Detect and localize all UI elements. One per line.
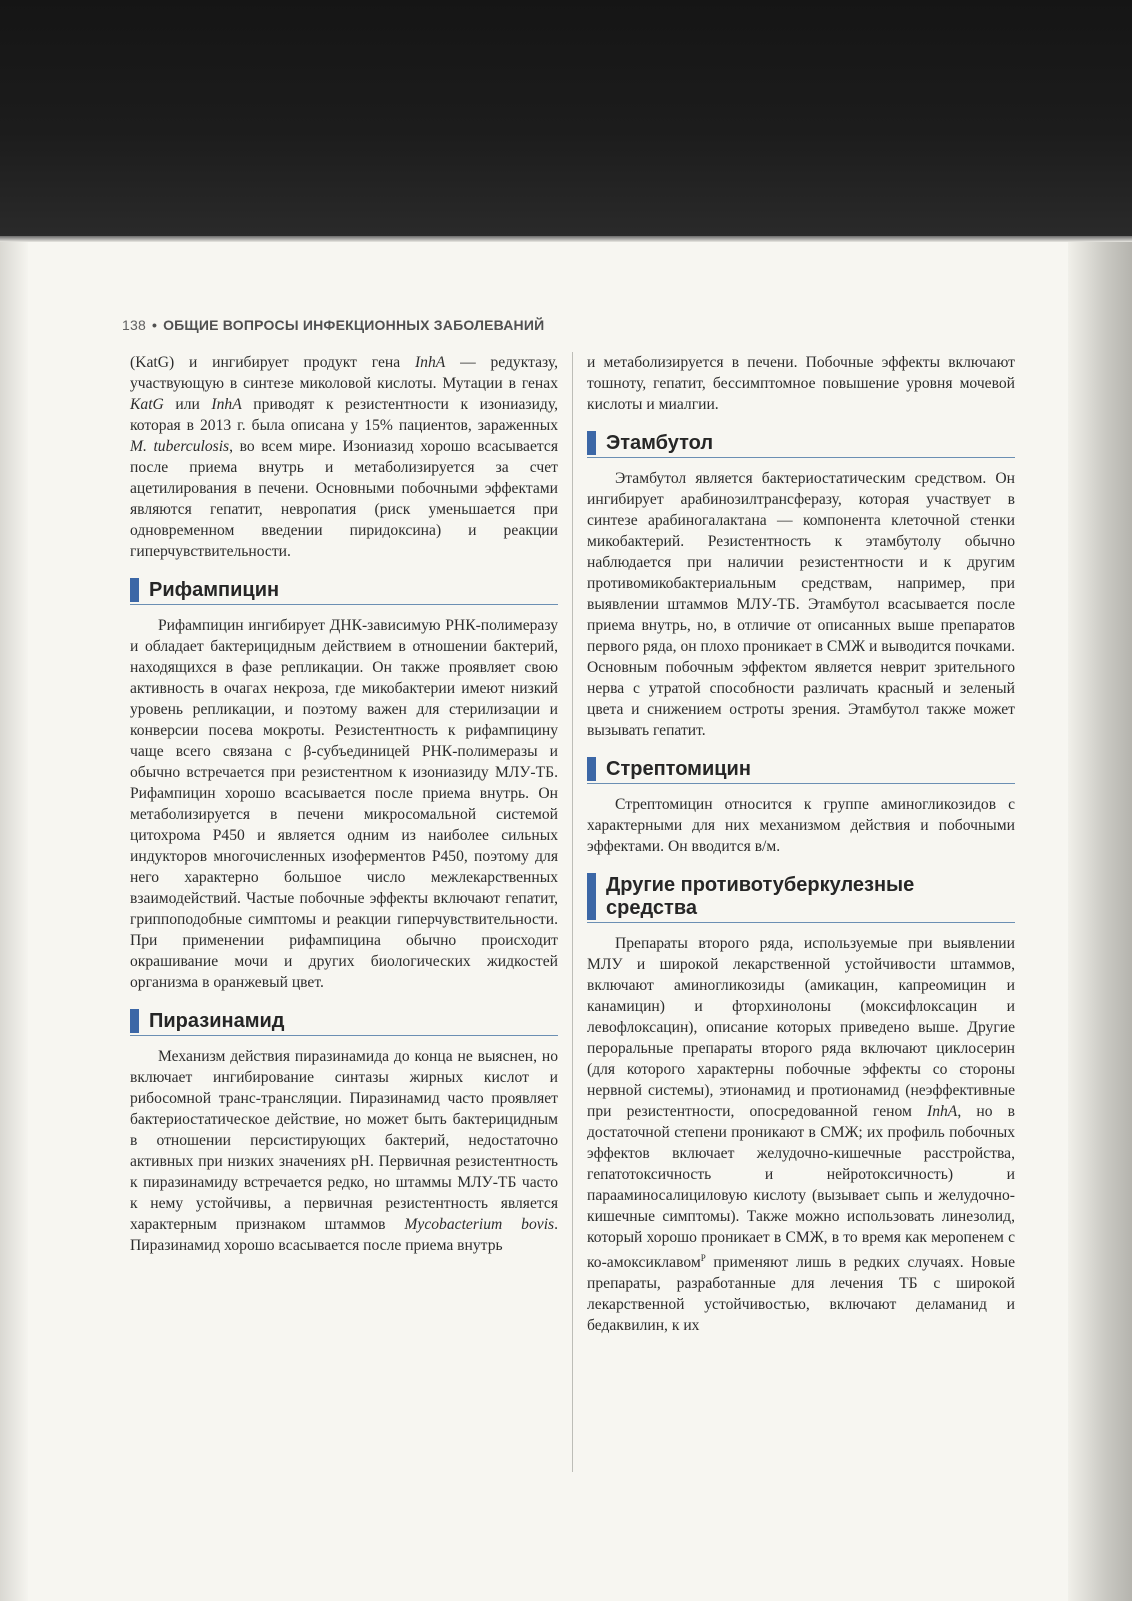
running-header [122, 317, 1052, 339]
column-divider [572, 352, 573, 1472]
isoniazid-continued-paragraph: (KatG) и ингибирует продукт гена InhA — редуктазу, участвующую в синтезе миколовой кислоты. Мутации в генах KatG или InhA приводят к резистентности к изониазиду, которая в 2013 г. была описана у 15% пациентов, зараженных M. tuberculosis, во всем мире. Изониазид хорошо всасывается после приема внутрь и метаболизируется за счет ацетилирования в печени. Основными побочными эффектами являются гепатит, невропатия (риск уменьшается при одновременном введении пиридоксина) и реакции гиперчувствительности. [130, 354, 558, 560]
section-title: ОБЩИЕ ВОПРОСЫ ИНФЕКЦИОННЫХ ЗАБОЛЕВАНИЙ [163, 317, 545, 333]
streptomycin-paragraph: Стрептомицин относится к группе аминогликозидов с характерными для них механизмом действия и побочными эффектами. Он вводится в/м. [587, 796, 1015, 855]
right-column [587, 352, 1015, 1336]
rifampicin-heading-text: Рифампицин [149, 579, 280, 601]
heading-marker [587, 873, 596, 920]
rifampicin-paragraph: Рифампицин ингибирует ДНК-зависимую РНК-полимеразу и обладает бактерицидным действием в отношении бактерий, находящихся в фазе репликации. Он также проявляет свою активность в очагах некроза, где микобактерии имеют низкий уровень репликации, и поэтому важен для стерилизации и конверсии посева мокроты. Резистентность к рифампицину чаще всего связана с β-субъединицей РНК-полимеразы и обычно встречается при резистентном к изониазиду МЛУ-ТБ. Рифампицин хорошо всасывается после приема внутрь. Он метаболизируется в печени микросомальной системой цитохрома Р450 и является одним из наиболее сильных индукторов многочисленных изоферментов Р450, поэтому для него характерно большое число межлекарственных взаимодействий. Частые побочные эффекты включают гепатит, гриппоподобные симптомы и реакции гиперчувствительности. При применении рифампицина обычно происходит окрашивание мочи и других биологических жидкостей организма в оранжевый цвет. [130, 617, 558, 991]
ethambutol-paragraph: Этамбутол является бактериостатическим средством. Он ингибирует арабинозилтрансферазу, которая участвует в синтезе арабиногалактана — компонента клеточной стенки микобактерий. Резистентность к этамбутолу обычно наблюдается при наличии резистентности и к другим противомикобактериальным средствам, например, при выявлении штаммов МЛУ-ТБ. Этамбутол всасывается после приема внутрь, но, в отличие от описанных выше препаратов первого ряда, он плохо проникает в СМЖ и выводится почками. Основным побочным эффектом является неврит зрительного нерва с утратой способности различать красный и зеленый цвета и снижением остроты зрения. Этамбутол также может вызывать гепатит. [587, 470, 1015, 739]
other-drugs-heading-text: Другие противотуберкулезные средства [606, 874, 915, 919]
page-top-edge [0, 236, 1132, 242]
ethambutol-heading-text: Этамбутол [606, 432, 714, 454]
pyrazinamide-heading-text: Пиразинамид [149, 1010, 285, 1032]
ethambutol-heading [587, 431, 1015, 458]
header-separator: • [151, 317, 158, 333]
other-drugs-heading [587, 873, 1015, 923]
rifampicin-heading [130, 578, 558, 605]
pyrazinamide-continued-paragraph: и метаболизируется в печени. Побочные эффекты включают тошноту, гепатит, бессимптомное повышение уровня мочевой кислоты и миалгии. [587, 354, 1015, 413]
other-drugs-paragraph: Препараты второго ряда, используемые при выявлении МЛУ и широкой лекарственной устойчивости штаммов, включают аминогликозиды (амикацин, капреомицин и канамицин) и фторхинолоны (моксифлоксацин и левофлоксацин), описание которых приведено выше. Другие пероральные препараты второго ряда включают циклосерин (для которого характерны побочные эффекты со стороны нервной системы), этионамид и протионамид (неэффективные при резистентности, опосредованной геном InhA, но в достаточной степени проникают в СМЖ; их профиль побочных эффектов включает желудочно-кишечные расстройства, гепатотоксичность и нейротоксичность) и парааминосалициловую кислоту (вызывает сыпь и желудочно-кишечные симптомы). Также можно использовать линезолид, который хорошо проникает в СМЖ, в то время как меропенем с ко-амоксиклавом$^Р$ применяют лишь в редких случаях. Новые препараты, разработанные для лечения ТБ с широкой лекарственной устойчивостью, включают деламанид и бедаквилин, к их [587, 935, 1015, 1335]
streptomycin-heading [587, 757, 1015, 784]
page-left-shadow [0, 240, 28, 1601]
heading-marker [587, 431, 596, 455]
streptomycin-heading-text: Стрептомицин [606, 758, 751, 780]
heading-marker [130, 1009, 139, 1033]
page-right-shadow [1068, 240, 1132, 1601]
pyrazinamide-paragraph: Механизм действия пиразинамида до конца не выяснен, но включает ингибирование синтазы жирных кислот и рибосомной транс-трансляции. Пиразинамид часто проявляет бактериостатическое действие, но может быть бактерицидным в отношении персистирующих бактерий, недостаточно активных при низких значениях pH. Первичная резистентность к пиразинамиду встречается редко, но штаммы МЛУ-ТБ часто к нему устойчивы, а первичная резистентность является характерным признаком штаммов Mycobacterium bovis. Пиразинамид хорошо всасывается после приема внутрь [130, 1048, 558, 1254]
heading-marker [587, 757, 596, 781]
heading-marker [130, 578, 139, 602]
pyrazinamide-heading [130, 1009, 558, 1036]
left-column [130, 352, 558, 1256]
page-number: 138 [122, 317, 146, 333]
scanner-dark-area [0, 0, 1132, 238]
